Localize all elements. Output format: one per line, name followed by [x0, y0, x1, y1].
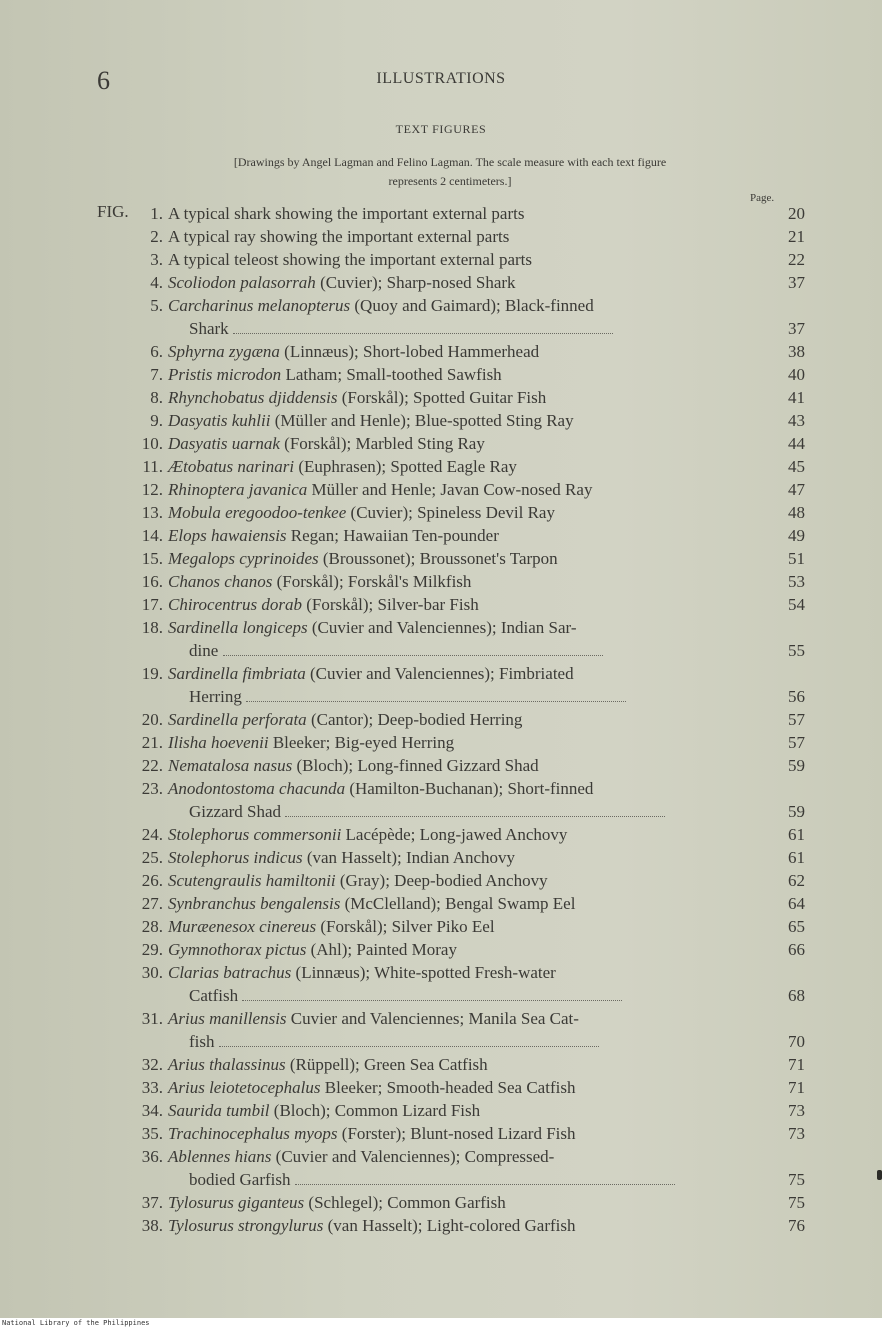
- caption-text: (Forskål); Silver-bar Fish: [301, 595, 479, 614]
- figure-entry: [128, 1122, 808, 1145]
- caption-text: Latham; Small-toothed Sawfish: [281, 365, 502, 384]
- page-reference: 41: [788, 388, 805, 407]
- figure-caption: [168, 524, 738, 547]
- figure-caption: [168, 271, 738, 294]
- figure-number: 34.: [141, 1101, 163, 1120]
- figure-number: 19.: [141, 664, 163, 683]
- figure-caption: [168, 915, 738, 938]
- figure-number: 32.: [141, 1055, 163, 1074]
- figure-number: 8.: [150, 388, 163, 407]
- page-reference: 43: [788, 411, 805, 430]
- dot-leader: [242, 1000, 622, 1001]
- figure-number: 16.: [141, 572, 163, 591]
- figure-number: 14.: [141, 526, 163, 545]
- caption-continuation: bodied Garfish: [189, 1170, 295, 1189]
- page-reference: 47: [788, 480, 805, 499]
- figure-number: 30.: [141, 963, 163, 982]
- figure-number: 33.: [141, 1078, 163, 1097]
- page-reference: 37: [788, 273, 805, 292]
- caption-text: (van Hasselt); Light-colored Garfish: [323, 1216, 576, 1235]
- credit-line-1: [Drawings by Angel Lagman and Felino Lagman. The scale measure with each text figure: [233, 155, 667, 169]
- figure-entry: [128, 869, 808, 892]
- page-reference: 76: [788, 1216, 805, 1235]
- caption-text: (Forster); Blunt-nosed Lizard Fish: [337, 1124, 576, 1143]
- figure-caption: [168, 777, 738, 823]
- scientific-name: Scutengraulis hamiltonii: [168, 871, 336, 890]
- figure-caption: [168, 432, 738, 455]
- caption-text: (Broussonet); Broussonet's Tarpon: [318, 549, 558, 568]
- page-reference: 21: [788, 227, 805, 246]
- caption-text: (van Hasselt); Indian Anchovy: [302, 848, 516, 867]
- figure-caption: [168, 1007, 738, 1053]
- figure-number: 4.: [150, 273, 163, 292]
- scientific-name: Elops hawaiensis: [168, 526, 287, 545]
- page-reference: 57: [788, 710, 805, 729]
- caption-text: (Cuvier and Valenciennes); Fimbriated: [305, 664, 574, 683]
- dot-leader: [233, 333, 613, 334]
- figure-number: 1.: [150, 204, 163, 223]
- figure-caption: [168, 386, 738, 409]
- caption-continuation: Catfish: [189, 986, 243, 1005]
- figure-number: 11.: [142, 457, 163, 476]
- scientific-name: Clarias batrachus: [168, 963, 292, 982]
- figure-number: 35.: [141, 1124, 163, 1143]
- caption-text: Müller and Henle; Javan Cow-nosed Ray: [307, 480, 593, 499]
- figure-caption: [168, 1076, 738, 1099]
- scientific-name: Pristis microdon: [168, 365, 282, 384]
- dot-leader: [219, 1046, 599, 1047]
- page-reference: 56: [788, 687, 805, 706]
- caption-text: (Bloch); Long-finned Gizzard Shad: [292, 756, 539, 775]
- page-number: 6: [97, 66, 110, 95]
- scientific-name: Sardinella perforata: [168, 710, 307, 729]
- figure-number: 31.: [141, 1009, 163, 1028]
- caption-text: (Quoy and Gaimard); Black-finned: [350, 296, 594, 315]
- figure-list: [128, 202, 808, 1237]
- figure-caption: [168, 1053, 738, 1076]
- figure-caption: [168, 1191, 738, 1214]
- figure-caption: [168, 731, 738, 754]
- caption-text: (Ahl); Painted Moray: [306, 940, 457, 959]
- scientific-name: Dasyatis kuhlii: [168, 411, 271, 430]
- figure-entry: [128, 1145, 808, 1191]
- figure-caption: [168, 202, 738, 225]
- figure-caption: [168, 1099, 738, 1122]
- figure-caption: [168, 961, 738, 1007]
- figure-number: 36.: [141, 1147, 163, 1166]
- figure-caption: [168, 570, 738, 593]
- scientific-name: Ablennes hians: [168, 1147, 272, 1166]
- figure-entry: [128, 340, 808, 363]
- figure-number: 5.: [150, 296, 163, 315]
- figure-number: 22.: [141, 756, 163, 775]
- figure-caption: [168, 1145, 738, 1191]
- caption-text: (Schlegel); Common Garfish: [304, 1193, 506, 1212]
- page-reference: 20: [788, 204, 805, 223]
- figure-entry: [128, 777, 808, 823]
- figure-number: 12.: [141, 480, 163, 499]
- caption-text: (Cuvier and Valenciennes); Indian Sar-: [307, 618, 577, 637]
- figure-entry: [128, 294, 808, 340]
- figure-caption: [168, 547, 738, 570]
- figure-entry: [128, 1099, 808, 1122]
- figure-caption: [168, 938, 738, 961]
- figure-number: 18.: [141, 618, 163, 637]
- scientific-name: Megalops cyprinoides: [168, 549, 319, 568]
- figure-entry: [128, 271, 808, 294]
- caption-text: (Gray); Deep-bodied Anchovy: [335, 871, 548, 890]
- figure-entry: [128, 455, 808, 478]
- section-title: TEXT FIGURES: [395, 122, 487, 136]
- figure-caption: [168, 662, 738, 708]
- caption-text: (Cuvier); Spineless Devil Ray: [346, 503, 555, 522]
- fig-label: FIG.: [97, 202, 129, 221]
- figure-entry: [128, 846, 808, 869]
- page-reference: 22: [788, 250, 805, 269]
- figure-caption: [168, 225, 738, 248]
- caption-text: Regan; Hawaiian Ten-pounder: [286, 526, 499, 545]
- caption-text: (Forskål); Marbled Sting Ray: [279, 434, 485, 453]
- page-reference: 73: [788, 1124, 805, 1143]
- scientific-name: Rhinoptera javanica: [168, 480, 308, 499]
- figure-number: 17.: [141, 595, 163, 614]
- scientific-name: Gymnothorax pictus: [168, 940, 307, 959]
- scientific-name: Anodontostoma chacunda: [168, 779, 346, 798]
- figure-number: 10.: [141, 434, 163, 453]
- caption-text: (Euphrasen); Spotted Eagle Ray: [294, 457, 517, 476]
- caption-continuation: Herring: [189, 687, 247, 706]
- scientific-name: Rhynchobatus djiddensis: [168, 388, 338, 407]
- figure-caption: [168, 846, 738, 869]
- page-reference: 59: [788, 756, 805, 775]
- page-reference: 75: [788, 1170, 805, 1189]
- caption-text: (Rüppell); Green Sea Catfish: [285, 1055, 488, 1074]
- scientific-name: Trachinocephalus myops: [168, 1124, 338, 1143]
- page-reference: 48: [788, 503, 805, 522]
- dot-leader: [295, 1184, 675, 1185]
- caption-continuation: Gizzard Shad: [189, 802, 286, 821]
- figure-entry: [128, 225, 808, 248]
- figure-entry: [128, 593, 808, 616]
- scientific-name: Tylosurus giganteus: [168, 1193, 305, 1212]
- page-reference: 45: [788, 457, 805, 476]
- scientific-name: Stolephorus commersonii: [168, 825, 342, 844]
- caption-text: (Forskål); Silver Piko Eel: [316, 917, 495, 936]
- figure-entry: [128, 892, 808, 915]
- page-reference: 64: [788, 894, 805, 913]
- figure-caption: [168, 409, 738, 432]
- dot-leader: [246, 701, 626, 702]
- page-reference: 71: [788, 1055, 805, 1074]
- scientific-name: Mobula eregoodoo-tenkee: [168, 503, 347, 522]
- caption-text: (Forskål); Forskål's Milkfish: [272, 572, 472, 591]
- figure-number: 38.: [141, 1216, 163, 1235]
- figure-entry: [128, 1053, 808, 1076]
- figure-caption: [168, 363, 738, 386]
- page-reference: 68: [788, 986, 805, 1005]
- figure-number: 21.: [141, 733, 163, 752]
- scientific-name: Chirocentrus dorab: [168, 595, 302, 614]
- figure-number: 13.: [141, 503, 163, 522]
- caption-text: (McClelland); Bengal Swamp Eel: [340, 894, 576, 913]
- figure-caption: [168, 1214, 738, 1237]
- scientific-name: Arius manillensis: [168, 1009, 287, 1028]
- dot-leader: [223, 655, 603, 656]
- scientific-name: Sardinella longiceps: [168, 618, 308, 637]
- figure-entry: [128, 1076, 808, 1099]
- figure-entry: [128, 938, 808, 961]
- figure-number: 20.: [141, 710, 163, 729]
- caption-continuation: fish: [189, 1032, 219, 1051]
- figure-caption: [168, 248, 738, 271]
- caption-text: (Cantor); Deep-bodied Herring: [306, 710, 523, 729]
- figure-caption: [168, 616, 738, 662]
- page-reference: 55: [788, 641, 805, 660]
- scientific-name: Chanos chanos: [168, 572, 273, 591]
- page-reference: 51: [788, 549, 805, 568]
- figure-number: 27.: [141, 894, 163, 913]
- figure-entry: [128, 616, 808, 662]
- figure-number: 25.: [141, 848, 163, 867]
- figure-entry: [128, 386, 808, 409]
- page-reference: 57: [788, 733, 805, 752]
- scientific-name: Muræenesox cinereus: [168, 917, 317, 936]
- scientific-name: Dasyatis uarnak: [168, 434, 280, 453]
- figure-number: 2.: [150, 227, 163, 246]
- figure-number: 15.: [141, 549, 163, 568]
- figure-caption: [168, 892, 738, 915]
- figure-entry: [128, 248, 808, 271]
- scientific-name: Arius leiotetocephalus: [168, 1078, 321, 1097]
- figure-entry: [128, 524, 808, 547]
- figure-entry: [128, 202, 808, 225]
- caption-text: (Linnæus); Short-lobed Hammerhead: [279, 342, 540, 361]
- page-reference: 38: [788, 342, 805, 361]
- page-reference: 73: [788, 1101, 805, 1120]
- figure-entry: [128, 915, 808, 938]
- figure-entry: [128, 708, 808, 731]
- figure-caption: [168, 708, 738, 731]
- figure-number: 6.: [150, 342, 163, 361]
- figure-number: 37.: [141, 1193, 163, 1212]
- caption-text: Bleeker; Smooth-headed Sea Catfish: [320, 1078, 576, 1097]
- page-column-label: Page.: [750, 192, 775, 204]
- caption-continuation: dine: [189, 641, 223, 660]
- scientific-name: Sardinella fimbriata: [168, 664, 306, 683]
- scientific-name: Stolephorus indicus: [168, 848, 303, 867]
- dot-leader: [285, 816, 665, 817]
- figure-entry: [128, 547, 808, 570]
- figure-entry: [128, 363, 808, 386]
- figure-caption: [168, 823, 738, 846]
- page-reference: 53: [788, 572, 805, 591]
- page-reference: 40: [788, 365, 805, 384]
- caption-text: Bleeker; Big-eyed Herring: [268, 733, 455, 752]
- credit-line-2: represents 2 centimeters.]: [388, 174, 512, 188]
- figure-entry: [128, 409, 808, 432]
- scientific-name: Nematalosa nasus: [168, 756, 293, 775]
- figure-caption: [168, 501, 738, 524]
- scientific-name: Sphyrna zygæna: [168, 342, 280, 361]
- figure-number: 29.: [141, 940, 163, 959]
- page-reference: 66: [788, 940, 805, 959]
- caption-text: (Cuvier and Valenciennes); Compressed-: [271, 1147, 555, 1166]
- scan-edge-mark: [877, 1170, 882, 1180]
- caption-text: A typical ray showing the important external parts: [168, 227, 510, 246]
- page-reference: 61: [788, 825, 805, 844]
- page-reference: 37: [788, 319, 805, 338]
- page-reference: 62: [788, 871, 805, 890]
- caption-text: A typical shark showing the important external parts: [168, 204, 525, 223]
- credit-note: [100, 153, 800, 191]
- scientific-name: Arius thalassinus: [168, 1055, 286, 1074]
- figure-entry: [128, 1007, 808, 1053]
- page-reference: 49: [788, 526, 805, 545]
- figure-entry: [128, 823, 808, 846]
- scientific-name: Saurida tumbil: [168, 1101, 270, 1120]
- page-reference: 65: [788, 917, 805, 936]
- figure-entry: [128, 1191, 808, 1214]
- caption-text: Cuvier and Valenciennes; Manila Sea Cat-: [286, 1009, 579, 1028]
- library-footer: National Library of the Philippines: [0, 1318, 882, 1328]
- scientific-name: Synbranchus bengalensis: [168, 894, 341, 913]
- figure-entry: [128, 662, 808, 708]
- figure-number: 9.: [150, 411, 163, 430]
- figure-entry: [128, 1214, 808, 1237]
- caption-text: (Cuvier); Sharp-nosed Shark: [315, 273, 516, 292]
- figure-entry: [128, 754, 808, 777]
- figure-caption: [168, 869, 738, 892]
- scientific-name: Scoliodon palasorrah: [168, 273, 316, 292]
- figure-entry: [128, 570, 808, 593]
- figure-entry: [128, 961, 808, 1007]
- figure-caption: [168, 593, 738, 616]
- figure-number: 28.: [141, 917, 163, 936]
- figure-number: 26.: [141, 871, 163, 890]
- figure-caption: [168, 1122, 738, 1145]
- figure-number: 7.: [150, 365, 163, 384]
- figure-entry: [128, 432, 808, 455]
- page-reference: 59: [788, 802, 805, 821]
- figure-caption: [168, 455, 738, 478]
- scientific-name: Tylosurus strongylurus: [168, 1216, 324, 1235]
- caption-text: Lacépède; Long-jawed Anchovy: [341, 825, 568, 844]
- page-reference: 61: [788, 848, 805, 867]
- caption-text: (Forskål); Spotted Guitar Fish: [337, 388, 547, 407]
- page-reference: 71: [788, 1078, 805, 1097]
- caption-text: (Bloch); Common Lizard Fish: [269, 1101, 481, 1120]
- figure-number: 24.: [141, 825, 163, 844]
- caption-text: A typical teleost showing the important external parts: [168, 250, 532, 269]
- figure-entry: [128, 731, 808, 754]
- figure-caption: [168, 340, 738, 363]
- page-reference: 70: [788, 1032, 805, 1051]
- caption-text: (Müller and Henle); Blue-spotted Sting Ray: [270, 411, 574, 430]
- page-reference: 54: [788, 595, 805, 614]
- page-reference: 44: [788, 434, 805, 453]
- scientific-name: Ilisha hoevenii: [168, 733, 269, 752]
- caption-text: (Hamilton-Buchanan); Short-finned: [345, 779, 594, 798]
- figure-number: 23.: [141, 779, 163, 798]
- figure-number: 3.: [150, 250, 163, 269]
- caption-text: (Linnæus); White-spotted Fresh-water: [291, 963, 556, 982]
- scientific-name: Ætobatus narinari: [168, 457, 295, 476]
- running-head: ILLUSTRATIONS: [376, 70, 506, 87]
- figure-caption: [168, 478, 738, 501]
- scientific-name: Carcharinus melanopterus: [168, 296, 351, 315]
- caption-continuation: Shark: [189, 319, 233, 338]
- figure-caption: [168, 294, 738, 340]
- figure-caption: [168, 754, 738, 777]
- figure-entry: [128, 501, 808, 524]
- page-reference: 75: [788, 1193, 805, 1212]
- figure-entry: [128, 478, 808, 501]
